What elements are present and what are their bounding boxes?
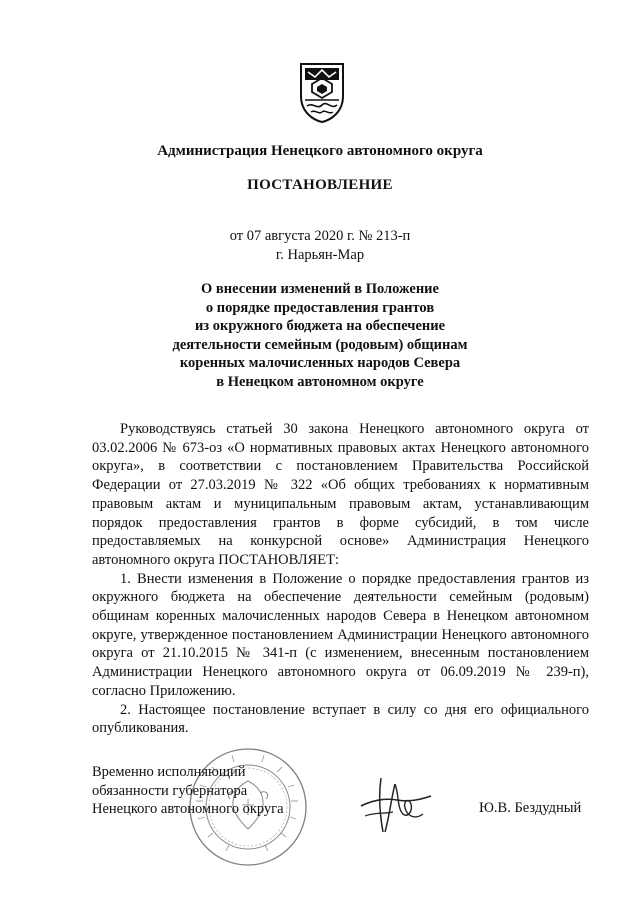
title-line: коренных малочисленных народов Севера bbox=[179, 355, 461, 371]
position-line: Временно исполняющий bbox=[92, 764, 246, 780]
title-line: о порядке предоставления грантов bbox=[205, 299, 435, 316]
handwritten-signature bbox=[355, 770, 437, 842]
title-line: из окружного бюджета на обеспечение bbox=[194, 318, 446, 334]
preamble-paragraph: Руководствуясь статьей 30 закона Ненецкого автономного округа от 03.02.2006 № 673-оз «О нормативных правовых актах Ненецкого автономного округа», в соответствии с постановлением Правительства Российской Федерации от 27.03.2019 № 322 «Об общих требованиях к нормативным правовым актам и муниципальным правовым актам, устанавливающим порядок предоставления грантов в форме субсидий, в том числе предоставляемых на конкурсной основе» Администрация Ненецкого автономного округа ПОСТАНОВЛЯЕТ: bbox=[92, 421, 589, 568]
coat-of-arms-emblem bbox=[297, 58, 347, 124]
signatory-name: Ю.В. Бездудный bbox=[479, 800, 582, 816]
title-line: деятельности семейным (родовым) общинам bbox=[172, 336, 468, 353]
document-body bbox=[92, 420, 589, 738]
organization-name: Администрация Ненецкого автономного округа bbox=[157, 143, 483, 159]
position-line: Ненецкого автономного округа bbox=[92, 801, 284, 817]
signatory-position bbox=[92, 763, 284, 819]
document-type: ПОСТАНОВЛЕНИЕ bbox=[247, 177, 393, 193]
document-city: г. Нарьян-Мар bbox=[275, 247, 365, 263]
document-title bbox=[0, 280, 640, 391]
item-2-paragraph: 2. Настоящее постановление вступает в силу со дня его официального опубликования. bbox=[92, 701, 589, 737]
title-line: О внесении изменений в Положение bbox=[201, 281, 439, 297]
document-date-number: от 07 августа 2020 г. № 213-п bbox=[229, 228, 411, 244]
title-line: в Ненецком автономном округе bbox=[216, 373, 424, 390]
item-1-paragraph: 1. Внести изменения в Положение о порядке предоставления грантов из окружного бюджета на обеспечение деятельности семейным (родовым) общинам коренных малочисленных народов Севера в Ненецком автономном округе, утвержденное постановлением Администрации Ненецкого автономного округа от 21.10.2015 № 341-п (с изменением, внесенным постановлением Администрации Ненецкого автономного округа от 06.09.2019 № 239-п), согласно Приложению. bbox=[92, 570, 589, 699]
position-line: обязанности губернатора bbox=[92, 782, 248, 799]
